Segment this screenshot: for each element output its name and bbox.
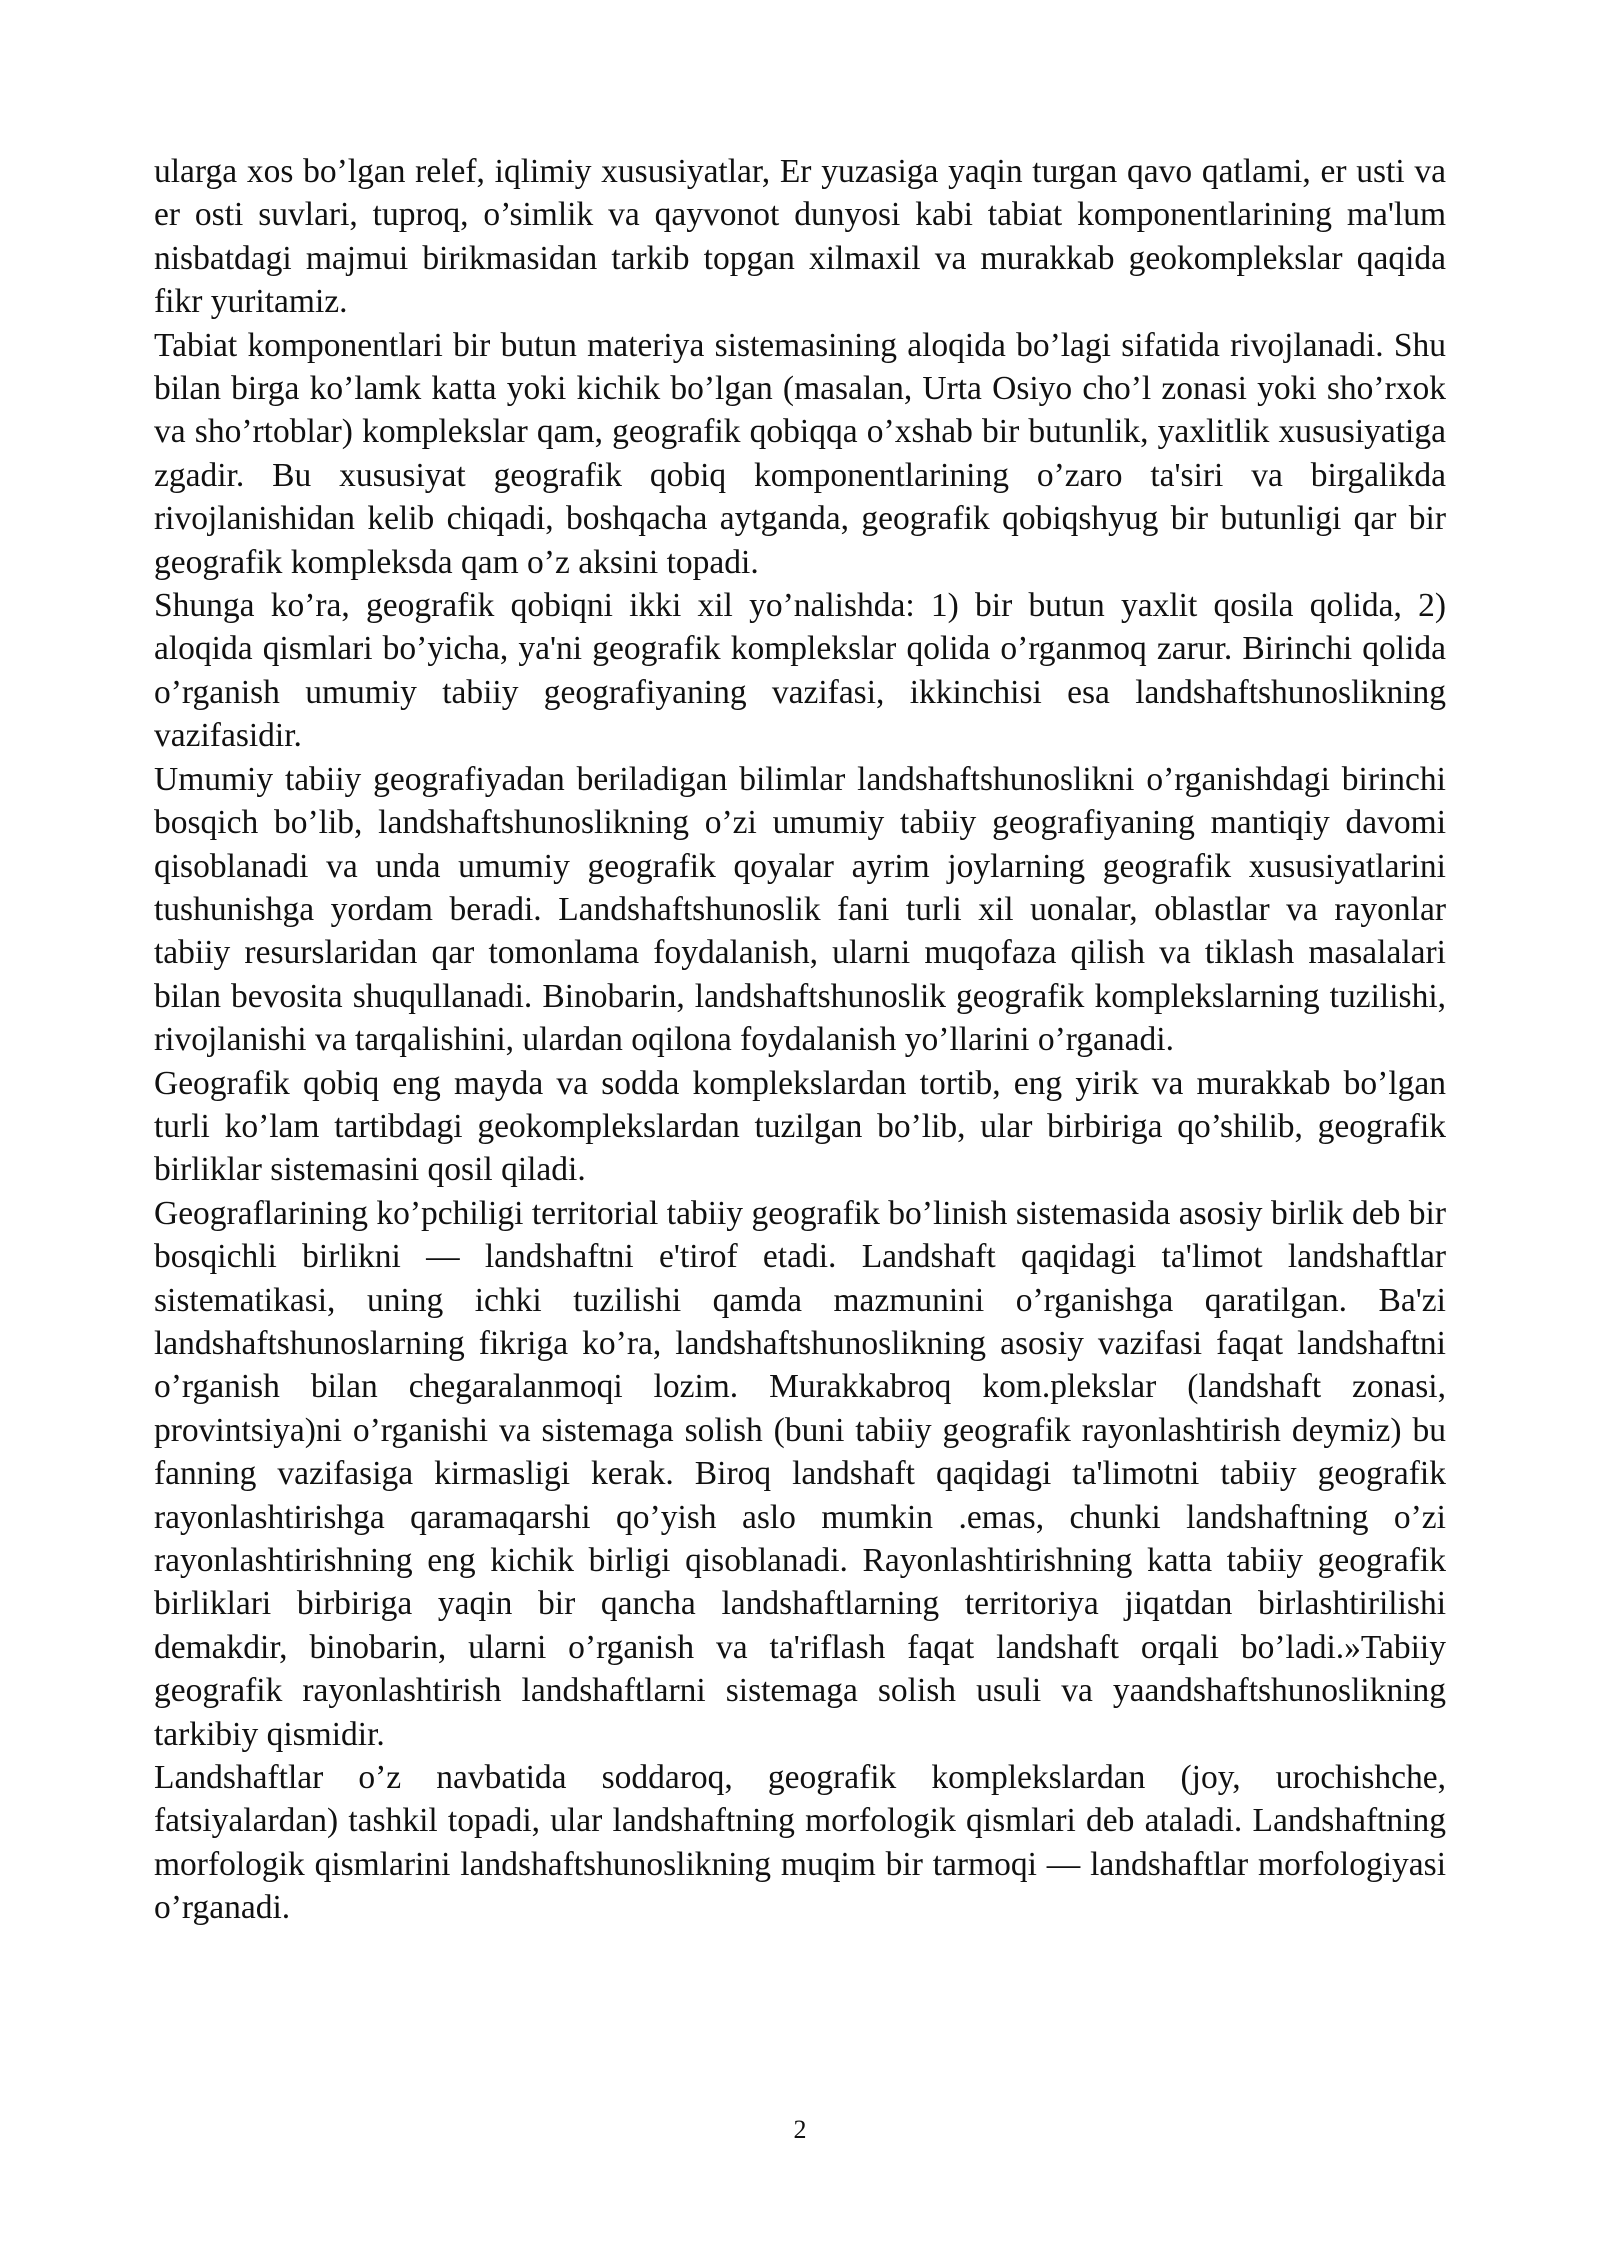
document-body [154, 150, 1446, 1930]
paragraph: Shunga ko’ra, geografik qobiqni ikki xil yo’nalishda: 1) bir butun yaxlit qosila qolida, 2) aloqida qismlari bo’yicha, ya'ni geografik komplekslar qolida o’rganmoq zarur. Birinchi qolida o’rganish umumiy tabiiy geografiyaning vazifasi, ikkinchisi esa landshaftshunoslikning vazifasidir. [154, 587, 1446, 755]
paragraph: Tabiat komponentlari bir butun materiya sistemasining aloqida bo’lagi sifatida rivojlanadi. Shu bilan birga ko’lamk katta yoki kichik bo’lgan (masalan, Urta Osiyo cho’l zonasi yoki sho’rxok va sho’rtoblar) komplekslar qam, geografik qobiqqa o’xshab bir butunlik, yaxlitlik xususiyatiga zgadir. Bu xususiyat geografik qobiq komponentlarining o’zaro ta'siri va birgalikda rivojlanishidan kelib chiqadi, boshqacha aytganda, geografik qobiqshyug bir butunligi qar bir geografik kompleksda qam o’z aksini topadi. [154, 326, 1446, 581]
paragraph: Landshaftlar o’z navbatida soddaroq, geografik komplekslardan (joy, urochishche, fatsiyalardan) tashkil topadi, ular landshaftning morfologik qismlari deb ataladi. Landshaftning morfologik qismlarini landshaftshunoslikning muqim bir tarmoqi — landshaftlar morfologiyasi o’rganadi. [154, 1759, 1446, 1927]
paragraph: ularga xos bo’lgan relef, iqlimiy xususiyatlar, Er yuzasiga yaqin turgan qavo qatlami, er usti va er osti suvlari, tuproq, o’simlik va qayvonot dunyosi kabi tabiat komponentlarining ma'lum nisbatdagi majmui birikmasidan tarkib topgan xilmaxil va murakkab geokomplekslar qaqida fikr yuritamiz. [154, 153, 1446, 321]
paragraph: Umumiy tabiiy geografiyadan beriladigan bilimlar landshaftshunoslikni o’rganishdagi birinchi bosqich bo’lib, landshaftshunoslikning o’zi umumiy tabiiy geografiyaning mantiqiy davomi qisoblanadi va unda umumiy geografik qoyalar ayrim joylarning geografik xususiyatlarini tushunishga yordam beradi. Landshaftshunoslik fani turli xil uonalar, oblastlar va rayonlar tabiiy resurslaridan qar tomonlama foydalanish, ularni muqofaza qilish va tiklash masalalari bilan bevosita shuqullanadi. Binobarin, landshaftshunoslik geografik komplekslarning tuzilishi, rivojlanishi va tarqalishini, ulardan oqilona foydalanish yo’llarini o’rganadi. [154, 760, 1446, 1059]
paragraph: Geograflarining ko’pchiligi territorial tabiiy geografik bo’linish sistemasida asosiy birlik deb bir bosqichli birlikni — landshaftni e'tirof etadi. Landshaft qaqidagi ta'limot landshaftlar sistematikasi, uning ichki tuzilishi qamda mazmunini o’rganishga qaratilgan. Ba'zi landshaftshunoslarning fikriga ko’ra, landshaftshunoslikning asosiy vazifasi faqat landshaftni o’rganish bilan chegaralanmoqi lozim. Murakkabroq kom.plekslar (landshaft zonasi, provintsiya)ni o’rganishi va sistemaga solish (buni tabiiy geografik rayonlashtirish deymiz) bu fanning vazifasiga kirmasligi kerak. Biroq landshaft qaqidagi ta'limotni tabiiy geografik rayonlashtirishga qaramaqarshi qo’yish aslo mumkin .emas, chunki landshaftning o’zi rayonlashtirishning eng kichik birligi qisoblanadi. Rayonlashtirishning katta tabiiy geografik birliklari birbiriga yaqin bir qancha landshaftlarning territoriya jiqatdan birlashtirilishi demakdir, binobarin, ularni o’rganish va ta'riflash faqat landshaft orqali bo’ladi.»Tabiiy geografik rayonlashtirish landshaftlarni sistemaga solish usuli va yaandshaftshunoslikning tarkibiy qismidir. [154, 1194, 1446, 1753]
page-number: 2 [793, 2115, 807, 2144]
paragraph: Geografik qobiq eng mayda va sodda komplekslardan tortib, eng yirik va murakkab bo’lgan turli ko’lam tartibdagi geokomplekslardan tuzilgan bo’lib, ular birbiriga qo’shilib, geografik birliklar sistemasini qosil qiladi. [154, 1064, 1446, 1189]
